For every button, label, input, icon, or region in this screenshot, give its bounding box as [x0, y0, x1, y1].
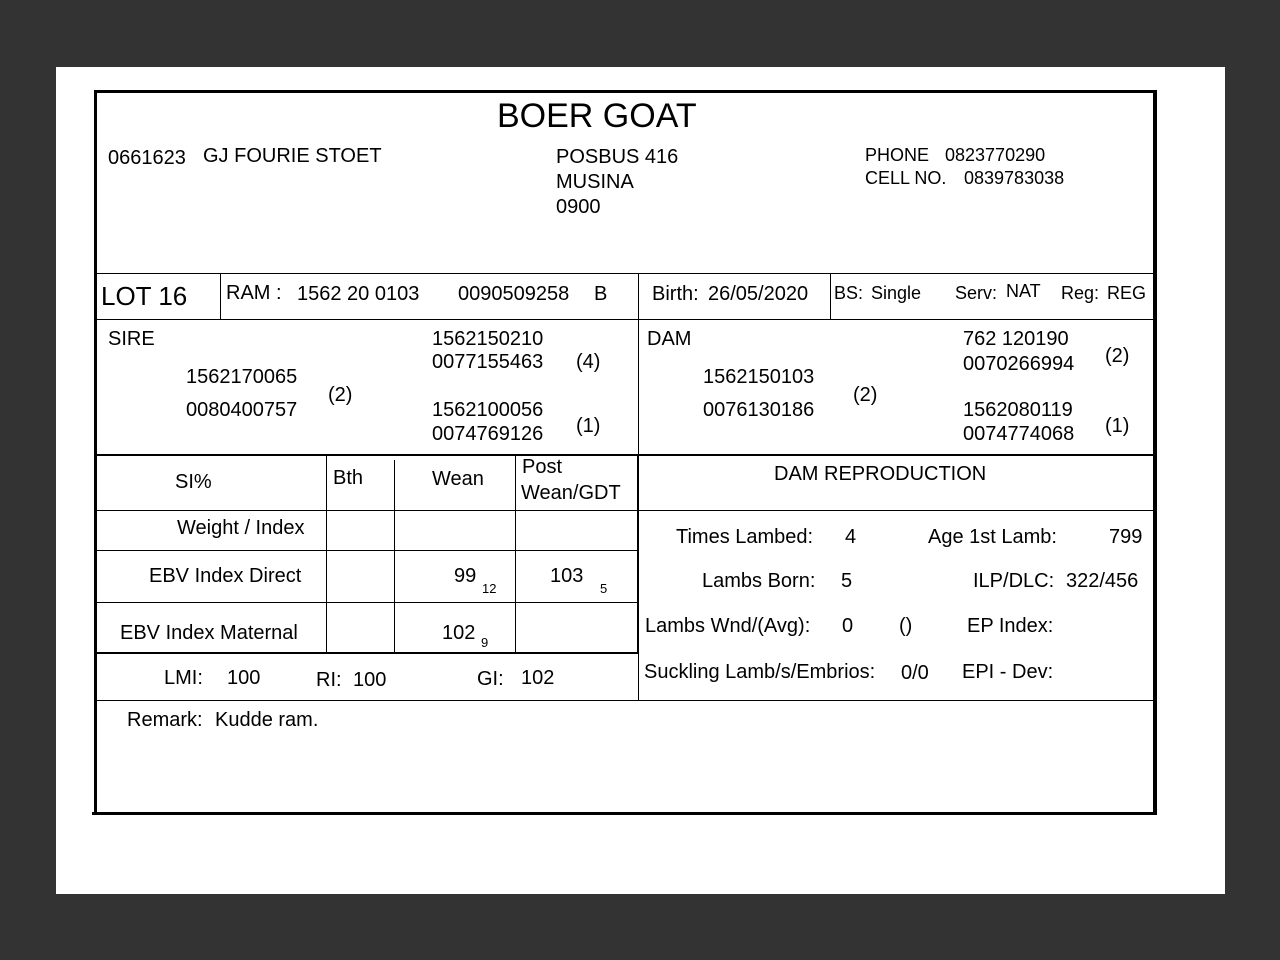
lambs-wnd-avg: (): [899, 615, 913, 637]
rule-col-si: [326, 456, 327, 653]
sire-dam-number: 1562100056: [432, 399, 544, 421]
bs-value: Single: [871, 283, 922, 303]
phone-label: PHONE: [865, 145, 930, 165]
times-lambed-value: 4: [845, 526, 857, 548]
maternal-wean-value: 102: [442, 622, 476, 644]
dam-sire-count: (2): [1105, 345, 1130, 367]
dam-label: DAM: [647, 328, 692, 350]
sire-count: (2): [328, 384, 353, 406]
row-maternal-label: EBV Index Maternal: [120, 622, 298, 644]
rule-header: [96, 273, 1154, 274]
direct-post-sub: 5: [600, 581, 608, 596]
rule-birth-sep: [830, 273, 831, 320]
rule-indices: [96, 700, 1154, 701]
header-post: Post: [522, 456, 563, 478]
times-lambed-label: Times Lambed:: [676, 526, 814, 548]
repro-title: DAM REPRODUCTION: [774, 463, 987, 485]
ram-label: RAM :: [226, 282, 282, 304]
rule-repro-head: [638, 510, 1154, 511]
dam-number: 1562150103: [703, 366, 815, 388]
border-right: [1153, 90, 1157, 815]
dam-count: (2): [853, 384, 878, 406]
lmi-value: 100: [227, 667, 261, 689]
gi-value: 102: [521, 667, 555, 689]
maternal-wean-sub: 9: [481, 635, 489, 650]
header-post-wean: Wean/GDT: [521, 482, 621, 504]
dam-dam-id: 0074774068: [963, 423, 1075, 445]
direct-post-value: 103: [550, 565, 584, 587]
epi-dev-label: EPI - Dev:: [962, 661, 1054, 683]
card-title: BOER GOAT: [497, 97, 697, 135]
ri-label: RI:: [316, 669, 342, 691]
lambs-wnd-label: Lambs Wnd/(Avg):: [645, 615, 811, 637]
border-top: [94, 90, 1157, 93]
sire-dam-id: 0074769126: [432, 423, 544, 445]
rule-weight: [96, 550, 638, 551]
border-left: [94, 90, 97, 815]
ilp-label: ILP/DLC:: [973, 570, 1055, 592]
serv-value: NAT: [1006, 281, 1041, 301]
lmi-label: LMI:: [164, 667, 203, 689]
header-wean: Wean: [432, 468, 484, 490]
breeder-code: 0661623: [108, 147, 186, 169]
ilp-value: 322/456: [1066, 570, 1139, 592]
suckling-value: 0/0: [901, 662, 929, 684]
rule-col-wean: [515, 456, 516, 653]
rule-lot: [96, 319, 1154, 320]
remark-label: Remark:: [127, 709, 203, 731]
rule-perf-head: [96, 510, 638, 511]
address-line-3: 0900: [556, 196, 601, 218]
birth-label: Birth:: [652, 283, 699, 305]
address-line-2: MUSINA: [556, 171, 634, 193]
dam-id: 0076130186: [703, 399, 815, 421]
lot-number: LOT 16: [101, 281, 188, 311]
sire-label: SIRE: [108, 328, 155, 350]
age-first-label: Age 1st Lamb:: [928, 526, 1057, 548]
address-line-1: POSBUS 416: [556, 146, 679, 168]
lambs-wnd-value: 0: [842, 615, 854, 637]
rule-col-bth: [394, 460, 395, 653]
cell-label: CELL NO.: [865, 168, 947, 188]
sire-sire-id: 0077155463: [432, 351, 544, 373]
direct-wean-value: 99: [454, 565, 477, 587]
sire-sire-count: (4): [576, 351, 601, 373]
reg-value: REG: [1107, 283, 1147, 303]
cell-value: 0839783038: [964, 168, 1065, 188]
dam-dam-number: 1562080119: [963, 399, 1073, 421]
serv-label: Serv:: [955, 283, 998, 303]
birth-value: 26/05/2020: [708, 283, 809, 305]
ep-index-label: EP Index:: [967, 615, 1054, 637]
lambs-born-label: Lambs Born:: [702, 570, 816, 592]
age-first-value: 799: [1109, 526, 1143, 548]
suckling-label: Suckling Lamb/s/Embrios:: [644, 661, 876, 683]
bs-label: BS:: [834, 283, 864, 303]
header-bth: Bth: [333, 467, 364, 489]
reg-label: Reg:: [1061, 283, 1100, 303]
gi-label: GI:: [477, 668, 504, 690]
phone-value: 0823770290: [945, 145, 1046, 165]
lambs-born-value: 5: [841, 570, 853, 592]
breeder-name: GJ FOURIE STOET: [203, 145, 382, 167]
ram-number: 1562 20 0103: [297, 283, 420, 305]
remark-value: Kudde ram.: [215, 709, 319, 731]
sire-sire-number: 1562150210: [432, 328, 544, 350]
ri-value: 100: [353, 669, 387, 691]
sire-id: 0080400757: [186, 399, 298, 421]
dam-sire-number: 762 120190: [963, 328, 1069, 350]
border-bottom: [92, 812, 1154, 815]
catalogue-card-page: [56, 67, 1225, 894]
sire-number: 1562170065: [186, 366, 298, 388]
ram-grade: B: [594, 283, 608, 305]
rule-perf-right: [637, 454, 639, 654]
ram-id: 0090509258: [458, 283, 570, 305]
row-direct-label: EBV Index Direct: [149, 565, 302, 587]
row-weight-label: Weight / Index: [177, 517, 305, 539]
direct-wean-sub: 12: [482, 581, 497, 596]
sire-dam-count: (1): [576, 415, 601, 437]
header-si: SI%: [175, 471, 212, 493]
rule-lot-sep: [220, 273, 221, 320]
dam-dam-count: (1): [1105, 415, 1130, 437]
rule-maternal: [96, 652, 639, 654]
rule-direct: [96, 602, 638, 603]
rule-pedigree: [96, 454, 1154, 456]
dam-sire-id: 0070266994: [963, 353, 1075, 375]
